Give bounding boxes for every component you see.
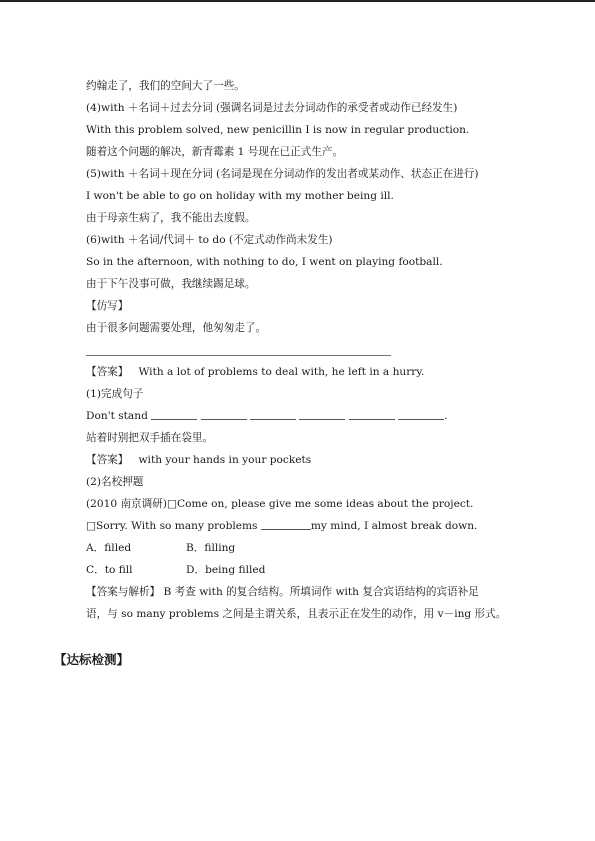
dialogue-line (86, 519, 477, 533)
section-heading: 【达标检测】 (54, 652, 130, 667)
fill-blank[interactable] (250, 409, 296, 420)
options-row (86, 563, 265, 577)
fill-in-sentence (86, 409, 447, 423)
exercise-heading-1: (1)完成句子 (86, 388, 144, 400)
answer-text: With a lot of problems to deal with, he left in a hurry. (138, 366, 425, 378)
dialogue-line: (2010 南京调研)□Come on, please give me some ideas about the project. (86, 498, 474, 510)
example-sentence: I won't be able to go on holiday with my mother being ill. (86, 190, 394, 202)
answer-text: with your hands in your pockets (138, 454, 312, 466)
sentence-end: my mind, I almost break down. (310, 520, 478, 532)
option-a[interactable]: A．filled (86, 542, 132, 554)
answer-line (86, 365, 424, 379)
page-top-rule (0, 0, 595, 2)
grammar-point-4: (4)with ＋名词＋过去分词 (强调名词是过去分词动作的承受者或动作已经发生) (86, 102, 458, 114)
translation-line: 由于母亲生病了，我不能出去度假。 (86, 212, 256, 224)
imitation-prompt: 由于很多问题需要处理，他匆匆走了。 (86, 322, 267, 334)
fill-blank[interactable] (349, 409, 395, 420)
sentence-end: . (444, 410, 448, 422)
example-sentence: So in the afternoon, with nothing to do, I went on playing football. (86, 256, 443, 268)
fill-blank[interactable] (201, 409, 247, 420)
grammar-point-6: (6)with ＋名词/代词＋ to do (不定式动作尚未发生) (86, 234, 333, 246)
answer-blank-line[interactable] (86, 355, 391, 356)
fill-blank[interactable] (151, 409, 197, 420)
fill-blank[interactable] (398, 409, 444, 420)
imitation-heading: 【仿写】 (86, 300, 129, 312)
fill-blank[interactable] (261, 519, 311, 530)
option-d[interactable]: D．being filled (186, 564, 266, 576)
options-row (86, 541, 235, 555)
translation-line: 随着这个问题的解决，新青霉素 1 号现在已正式生产。 (86, 146, 344, 158)
text-line: 约翰走了，我们的空间大了一些。 (86, 80, 245, 92)
translation-line: 站着时别把双手插在袋里。 (86, 432, 214, 444)
answer-tag: 【答案】 (86, 366, 129, 378)
explanation-line: 【答案与解析】 B 考查 with 的复合结构。所填词作 with 复合宾语结构的宾语补足 (86, 586, 479, 598)
sentence-start: Don't stand (86, 410, 148, 422)
grammar-point-5: (5)with ＋名词＋现在分词 (名词是现在分词动作的发出者或某动作、状态正在进行) (86, 168, 479, 180)
fill-blank[interactable] (299, 409, 345, 420)
translation-line: 由于下午没事可做，我继续踢足球。 (86, 278, 256, 290)
option-c[interactable]: C．to fill (86, 564, 133, 576)
exercise-heading-2: (2)名校押题 (86, 476, 144, 488)
answer-line (86, 453, 311, 467)
option-b[interactable]: B．filling (186, 542, 236, 554)
explanation-line: 语，与 so many problems 之间是主谓关系，且表示正在发生的动作，用 v－ing 形式。 (86, 608, 507, 620)
example-sentence: With this problem solved, new penicillin Ⅰ is now in regular production. (86, 124, 470, 136)
answer-tag: 【答案】 (86, 454, 129, 466)
sentence-start: □Sorry. With so many problems (86, 520, 258, 532)
